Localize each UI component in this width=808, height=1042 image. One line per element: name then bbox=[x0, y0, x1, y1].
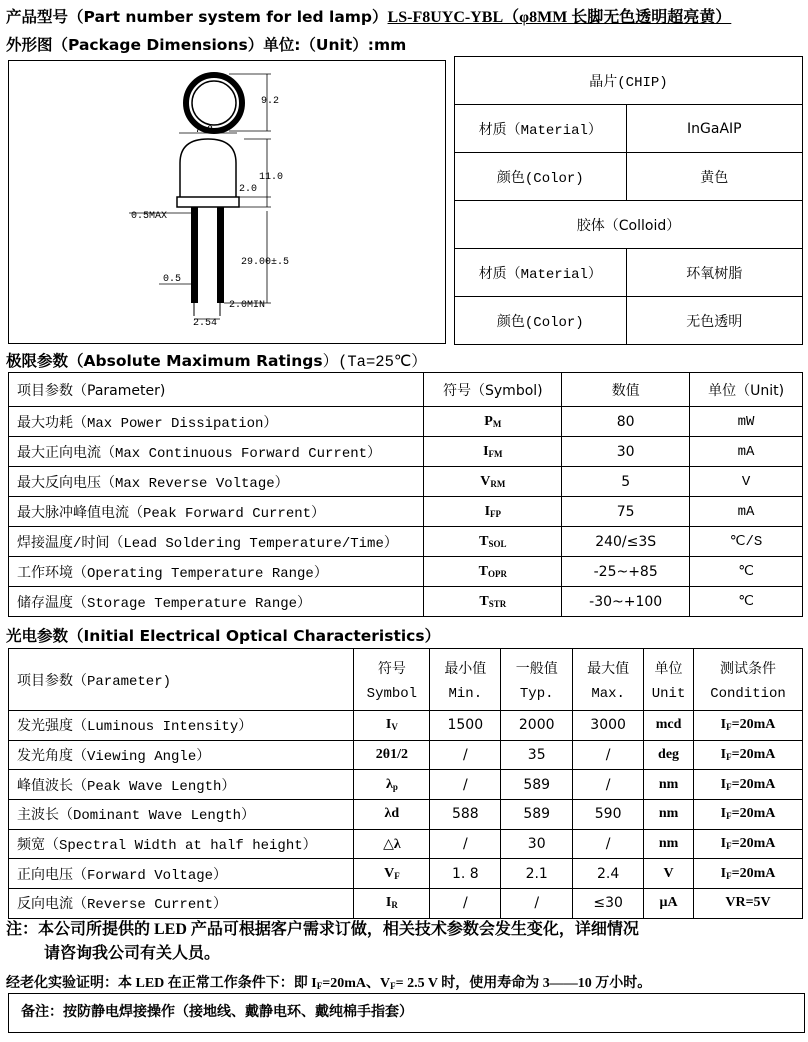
chip-color-label: 颜色(Color) bbox=[455, 153, 627, 201]
min-cell: 588 bbox=[430, 800, 501, 830]
table-row bbox=[9, 770, 803, 800]
header-system: Part number system for led lamp bbox=[83, 8, 373, 26]
led-lead-right bbox=[217, 207, 224, 303]
cond-sub: F bbox=[726, 811, 732, 822]
led-flange bbox=[177, 197, 239, 207]
cond-sub: F bbox=[726, 870, 732, 881]
led-top-view-inner bbox=[192, 81, 236, 125]
header-en: Condition bbox=[710, 685, 786, 702]
colloid-color-value: 无色透明 bbox=[626, 297, 802, 345]
abs-max-title-suffix: ）(Ta=25℃） bbox=[322, 353, 427, 371]
symbol-sub: STR bbox=[488, 598, 507, 609]
optical-title bbox=[6, 624, 440, 646]
condition-cell bbox=[694, 740, 803, 770]
param-cell: 储存温度（Storage Temperature Range） bbox=[9, 587, 424, 617]
part-number: LS-F8UYC-YBL（φ8MM 长脚无色透明超亮黄） bbox=[387, 9, 732, 26]
dim-label: 11.0 bbox=[259, 172, 284, 183]
param-cell: 焊接温度/时间（Lead Soldering Temperature/Time） bbox=[9, 527, 424, 557]
typ-cell: 2000 bbox=[501, 711, 573, 741]
symbol-cell bbox=[424, 587, 562, 617]
package-drawing bbox=[8, 60, 446, 344]
condition-cell bbox=[694, 859, 803, 889]
led-dome bbox=[180, 139, 236, 197]
header-cn: 符号 bbox=[377, 660, 406, 677]
table-header bbox=[354, 649, 430, 711]
unit-cell: mcd bbox=[644, 711, 694, 741]
header-cn: 单位 bbox=[654, 660, 683, 677]
table-row bbox=[9, 437, 803, 467]
package-title-en: Package Dimensions bbox=[68, 36, 248, 54]
value-cell: -30~+100 bbox=[562, 587, 690, 617]
abs-max-title-prefix: 极限参数（ bbox=[6, 352, 84, 370]
cond-sub: F bbox=[726, 722, 732, 733]
symbol-text: λ bbox=[385, 776, 393, 792]
note-line: 请咨询我公司有关人员。 bbox=[44, 945, 221, 962]
unit-cell: ℃ bbox=[690, 557, 803, 587]
aging-note bbox=[6, 972, 651, 992]
unit-cell: nm bbox=[644, 800, 694, 830]
symbol-cell bbox=[424, 557, 562, 587]
value-cell: 5 bbox=[562, 467, 690, 497]
param-cell: 发光强度（Luminous Intensity） bbox=[9, 711, 354, 741]
param-cell: 最大反向电压（Max Reverse Voltage） bbox=[9, 467, 424, 497]
symbol-cell bbox=[354, 889, 430, 919]
table-row bbox=[9, 740, 803, 770]
unit-cell: mA bbox=[690, 437, 803, 467]
cond-tail: =20mA bbox=[731, 717, 776, 733]
value-cell: 240/≤3S bbox=[562, 527, 690, 557]
condition-cell bbox=[694, 889, 803, 919]
package-title-suffix: ）单位:（Unit）:mm bbox=[247, 36, 407, 54]
max-cell: 3000 bbox=[573, 711, 644, 741]
condition-cell bbox=[694, 829, 803, 859]
max-cell: 590 bbox=[573, 800, 644, 830]
table-header: 单位（Unit) bbox=[690, 373, 803, 407]
symbol-cell bbox=[354, 829, 430, 859]
condition-cell bbox=[694, 800, 803, 830]
unit-cell: V bbox=[644, 859, 694, 889]
unit-cell: mW bbox=[690, 407, 803, 437]
max-cell: / bbox=[573, 829, 644, 859]
unit-cell: ℃/S bbox=[690, 527, 803, 557]
cond-sub: F bbox=[726, 752, 732, 763]
symbol-cell bbox=[354, 859, 430, 889]
table-header: 项目参数（Parameter) bbox=[9, 649, 354, 711]
table-row bbox=[9, 527, 803, 557]
aging-sub: F bbox=[316, 981, 323, 991]
dim-label: 2.0 bbox=[239, 184, 258, 195]
param-cell: 发光角度（Viewing Angle） bbox=[9, 740, 354, 770]
abs-max-header-row bbox=[9, 373, 803, 407]
symbol-cell bbox=[354, 711, 430, 741]
abs-max-title bbox=[6, 349, 427, 371]
optical-title-prefix: 光电参数（ bbox=[6, 627, 84, 645]
max-cell: / bbox=[573, 740, 644, 770]
table-row bbox=[9, 829, 803, 859]
table-row bbox=[9, 407, 803, 437]
symbol-text: I bbox=[385, 717, 392, 733]
param-cell: 最大功耗（Max Power Dissipation） bbox=[9, 407, 424, 437]
table-header bbox=[501, 649, 573, 711]
unit-cell: μA bbox=[644, 889, 694, 919]
typ-cell: 589 bbox=[501, 800, 573, 830]
typ-cell: 589 bbox=[501, 770, 573, 800]
chip-header: 晶片(CHIP) bbox=[455, 57, 803, 105]
chip-colloid-table bbox=[454, 56, 803, 345]
colloid-color-label: 颜色(Color) bbox=[455, 297, 627, 345]
header-en: Max. bbox=[591, 685, 625, 702]
cond-text: VR=5V bbox=[725, 895, 771, 911]
symbol-cell bbox=[354, 770, 430, 800]
symbol-sub: F bbox=[394, 870, 400, 881]
cond-sub: F bbox=[726, 781, 732, 792]
dim-label: 9.2 bbox=[261, 96, 280, 107]
symbol-text: V bbox=[384, 865, 395, 881]
dim-label: 2.54 bbox=[193, 318, 218, 329]
dim-label: 0.5 bbox=[163, 274, 182, 285]
max-cell: ≤30 bbox=[573, 889, 644, 919]
max-cell: / bbox=[573, 770, 644, 800]
header-prefix: 产品型号（ bbox=[6, 8, 84, 26]
aging-text: =20mA、V bbox=[322, 976, 391, 991]
dim-label: 0.5MAX bbox=[131, 211, 168, 222]
table-header: 数值 bbox=[562, 373, 690, 407]
optical-table bbox=[8, 648, 803, 919]
unit-cell: V bbox=[690, 467, 803, 497]
table-row bbox=[9, 859, 803, 889]
unit-cell: ℃ bbox=[690, 587, 803, 617]
remark-box: 备注：按防静电焊接操作（接地线、戴静电环、戴纯棉手指套） bbox=[8, 993, 805, 1033]
param-cell: 主波长（Dominant Wave Length） bbox=[9, 800, 354, 830]
table-row bbox=[9, 711, 803, 741]
min-cell: / bbox=[430, 829, 501, 859]
header-en: Symbol bbox=[366, 685, 418, 702]
abs-max-title-en: Absolute Maximum Ratings bbox=[83, 352, 323, 370]
symbol-sub: V bbox=[391, 722, 398, 733]
symbol-text: I bbox=[385, 895, 392, 911]
header-en: Typ. bbox=[519, 685, 554, 702]
symbol-sub: SOL bbox=[488, 538, 507, 549]
chip-material-label: 材质（Material） bbox=[455, 105, 627, 153]
param-cell: 工作环境（Operating Temperature Range） bbox=[9, 557, 424, 587]
symbol-sub: FP bbox=[490, 508, 502, 519]
symbol-text: I bbox=[483, 443, 489, 459]
symbol-text: T bbox=[478, 563, 488, 579]
custom-order-note bbox=[6, 918, 639, 966]
typ-cell: / bbox=[501, 889, 573, 919]
header-cn: 最小值 bbox=[444, 660, 487, 677]
table-row bbox=[9, 800, 803, 830]
chip-material-value: InGaAIP bbox=[626, 105, 802, 153]
symbol-sub: RM bbox=[490, 478, 506, 489]
optical-title-suffix: ） bbox=[424, 627, 441, 645]
typ-cell: 2.1 bbox=[501, 859, 573, 889]
package-title bbox=[6, 33, 406, 55]
led-lead-left bbox=[191, 207, 198, 303]
optical-header-row bbox=[9, 649, 803, 711]
dim-label: 29.00±.5 bbox=[241, 257, 290, 268]
param-cell: 频宽（Spectral Width at half height） bbox=[9, 829, 354, 859]
cond-tail: =20mA bbox=[731, 836, 776, 852]
led-top-view-circle bbox=[186, 75, 242, 131]
header-close: ） bbox=[372, 8, 388, 26]
package-title-prefix: 外形图（ bbox=[6, 36, 69, 54]
header-en: Min. bbox=[448, 685, 483, 702]
table-header bbox=[644, 649, 694, 711]
led-outline-drawing bbox=[9, 61, 445, 343]
symbol-cell bbox=[354, 740, 430, 770]
param-cell: 峰值波长（Peak Wave Length） bbox=[9, 770, 354, 800]
param-cell: 最大正向电流（Max Continuous Forward Current） bbox=[9, 437, 424, 467]
cond-tail: =20mA bbox=[731, 776, 776, 792]
unit-cell: mA bbox=[690, 497, 803, 527]
unit-cell: nm bbox=[644, 770, 694, 800]
cond-tail: =20mA bbox=[731, 806, 776, 822]
aging-text: = 2.5 V 时，使用寿命为 3——10 万小时。 bbox=[395, 976, 652, 991]
table-row bbox=[9, 889, 803, 919]
optical-title-en: Initial Electrical Optical Characteristics bbox=[83, 627, 425, 645]
cond-text: I bbox=[720, 776, 727, 792]
symbol-cell bbox=[424, 527, 562, 557]
colloid-material-label: 材质（Material） bbox=[455, 249, 627, 297]
symbol-text: 2θ1/2 bbox=[375, 747, 408, 763]
value-cell: 80 bbox=[562, 407, 690, 437]
symbol-sub: p bbox=[392, 781, 398, 792]
table-header bbox=[694, 649, 803, 711]
colloid-header: 胶体（Colloid） bbox=[455, 201, 803, 249]
symbol-sub: FM bbox=[488, 448, 503, 459]
min-cell: / bbox=[430, 740, 501, 770]
symbol-sub: M bbox=[492, 418, 502, 429]
chip-color-value: 黄色 bbox=[626, 153, 802, 201]
symbol-text: △λ bbox=[383, 836, 401, 852]
param-cell: 最大脉冲峰值电流（Peak Forward Current） bbox=[9, 497, 424, 527]
symbol-text: P bbox=[484, 413, 493, 429]
symbol-text: T bbox=[479, 533, 489, 549]
colloid-material-value: 环氧树脂 bbox=[626, 249, 802, 297]
symbol-cell bbox=[424, 407, 562, 437]
symbol-text: I bbox=[484, 503, 491, 519]
min-cell: 1500 bbox=[430, 711, 501, 741]
dim-label: 2.0MIN bbox=[229, 300, 266, 311]
cond-text: I bbox=[720, 717, 727, 733]
symbol-sub: OPR bbox=[488, 568, 507, 579]
typ-cell: 30 bbox=[501, 829, 573, 859]
symbol-cell bbox=[354, 800, 430, 830]
cond-tail: =20mA bbox=[731, 747, 776, 763]
symbol-cell bbox=[424, 497, 562, 527]
aging-sub: F bbox=[390, 981, 396, 991]
min-cell: / bbox=[430, 770, 501, 800]
symbol-sub: R bbox=[391, 900, 398, 911]
header-cn: 测试条件 bbox=[720, 660, 777, 677]
value-cell: 30 bbox=[562, 437, 690, 467]
note-line: 注：本公司所提供的 LED 产品可根据客户需求订做，相关技术参数会发生变化，详细情况 bbox=[6, 921, 639, 938]
table-row bbox=[9, 497, 803, 527]
cond-text: I bbox=[720, 806, 727, 822]
min-cell: / bbox=[430, 889, 501, 919]
table-row bbox=[9, 587, 803, 617]
symbol-cell bbox=[424, 437, 562, 467]
unit-cell: nm bbox=[644, 829, 694, 859]
table-header bbox=[573, 649, 644, 711]
cond-text: I bbox=[720, 836, 727, 852]
aging-text: 经老化实验证明：本 LED 在正常工作条件下：即 I bbox=[6, 976, 317, 991]
abs-max-table bbox=[8, 372, 803, 617]
typ-cell: 35 bbox=[501, 740, 573, 770]
cond-sub: F bbox=[726, 841, 732, 852]
symbol-text: V bbox=[480, 473, 491, 489]
table-row bbox=[9, 557, 803, 587]
min-cell: 1. 8 bbox=[430, 859, 501, 889]
header-cn: 一般值 bbox=[515, 660, 558, 677]
value-cell: -25~+85 bbox=[562, 557, 690, 587]
header-cn: 最大值 bbox=[587, 660, 630, 677]
symbol-cell bbox=[424, 467, 562, 497]
table-header bbox=[430, 649, 501, 711]
header-en: Unit bbox=[651, 685, 686, 702]
cond-text: I bbox=[720, 747, 727, 763]
table-header: 符号（Symbol) bbox=[424, 373, 562, 407]
cond-text: I bbox=[720, 865, 727, 881]
param-cell: 反向电流（Reverse Current） bbox=[9, 889, 354, 919]
page-header bbox=[6, 4, 731, 27]
value-cell: 75 bbox=[562, 497, 690, 527]
symbol-text: λd bbox=[384, 806, 400, 822]
max-cell: 2.4 bbox=[573, 859, 644, 889]
unit-cell: deg bbox=[644, 740, 694, 770]
table-row bbox=[9, 467, 803, 497]
cond-tail: =20mA bbox=[731, 865, 776, 881]
condition-cell bbox=[694, 711, 803, 741]
dim-label: 7.8 bbox=[195, 125, 214, 136]
symbol-text: T bbox=[479, 593, 489, 609]
param-cell: 正向电压（Forward Voltage） bbox=[9, 859, 354, 889]
condition-cell bbox=[694, 770, 803, 800]
table-header: 项目参数（Parameter) bbox=[9, 373, 424, 407]
